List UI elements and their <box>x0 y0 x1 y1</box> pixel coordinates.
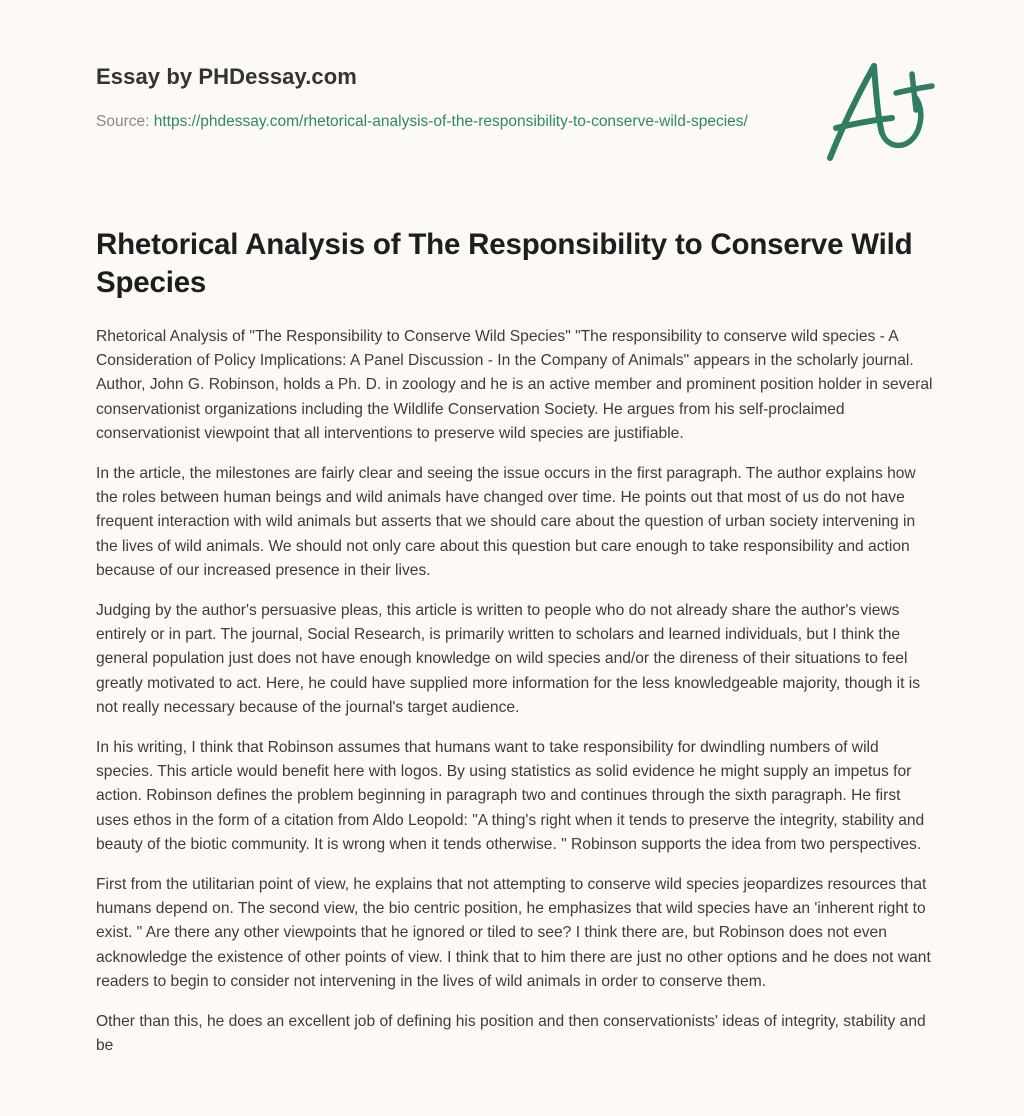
essay-body <box>96 325 936 1074</box>
essay-title: Rhetorical Analysis of The Responsibility to Conserve Wild Species <box>96 228 913 299</box>
source-link[interactable]: https://phdessay.com/rhetorical-analysis-of-the-responsibility-to-conserve-wild-species/ <box>153 113 748 130</box>
essay-paragraph: In the article, the milestones are fairly clear and seeing the issue occurs in the first paragraph. The author explains how the roles between human beings and wild animals have changed over time. He points out that most of us do not have frequent interaction with wild animals but asserts that we should care about the question of urban society intervening in the lives of wild animals. We should not only care about this question but care enough to take responsibility and action because of our increased presence in their lives. <box>96 465 916 579</box>
essay-paragraph: First from the utilitarian point of view, he explains that not attempting to conserve wild species jeopardizes resources that humans depend on. The second view, the bio centric position, he emphasizes that wild species have an 'inherent right to exist. " Are there any other viewpoints that he ignored or tiled to see? I think there are, but Robinson does not even acknowledge the existence of other points of view. I think that to him there are just no other options and he does not want readers to begin to consider not intervening in the lives of wild animals in order to conserve them. <box>96 876 931 990</box>
essay-paragraph: Judging by the author's persuasive pleas, this article is written to people who do not already share the author's views entirely or in part. The journal, Social Research, is primarily written to scholars and learned individuals, but I think the general population just does not have enough knowledge on wild species and/or the direness of their situations to feel greatly motivated to act. Here, he could have supplied more information for the less knowledgeable majority, though it is not really necessary because of the journal's target audience. <box>96 602 921 716</box>
essay-paragraph: In his writing, I think that Robinson assumes that humans want to take responsibility for dwindling numbers of wild species. This article would benefit here with logos. By using statistics as solid evidence he might supply an impetus for action. Robinson defines the problem beginning in paragraph two and continues through the sixth paragraph. He first uses ethos in the form of a citation from Aldo Leopold: "A thing's right when it tends to preserve the integrity, stability and beauty of the biotic community. It is wrong when it tends otherwise. " Robinson supports the idea from two perspectives. <box>96 739 925 853</box>
site-title: Essay by PHDessay.com <box>96 64 357 89</box>
essay-paragraph: Other than this, he does an excellent job of defining his position and then conservationists' ideas of integrity, stability and be <box>96 1013 926 1055</box>
source-label: Source: <box>96 113 154 130</box>
a-plus-grade-icon <box>818 38 938 168</box>
essay-paragraph: Rhetorical Analysis of "The Responsibility to Conserve Wild Species" "The responsibility to conserve wild species - A Consideration of Policy Implications: A Panel Discussion - In the Company of Animals" appears in the scholarly journal. Author, John G. Robinson, holds a Ph. D. in zoology and he is an active member and prominent position holder in several conservationist organizations including the Wildlife Conservation Society. He argues from his self-proclaimed conservationist viewpoint that all interventions to preserve wild species are justifiable. <box>96 328 933 442</box>
source-line <box>96 110 756 134</box>
